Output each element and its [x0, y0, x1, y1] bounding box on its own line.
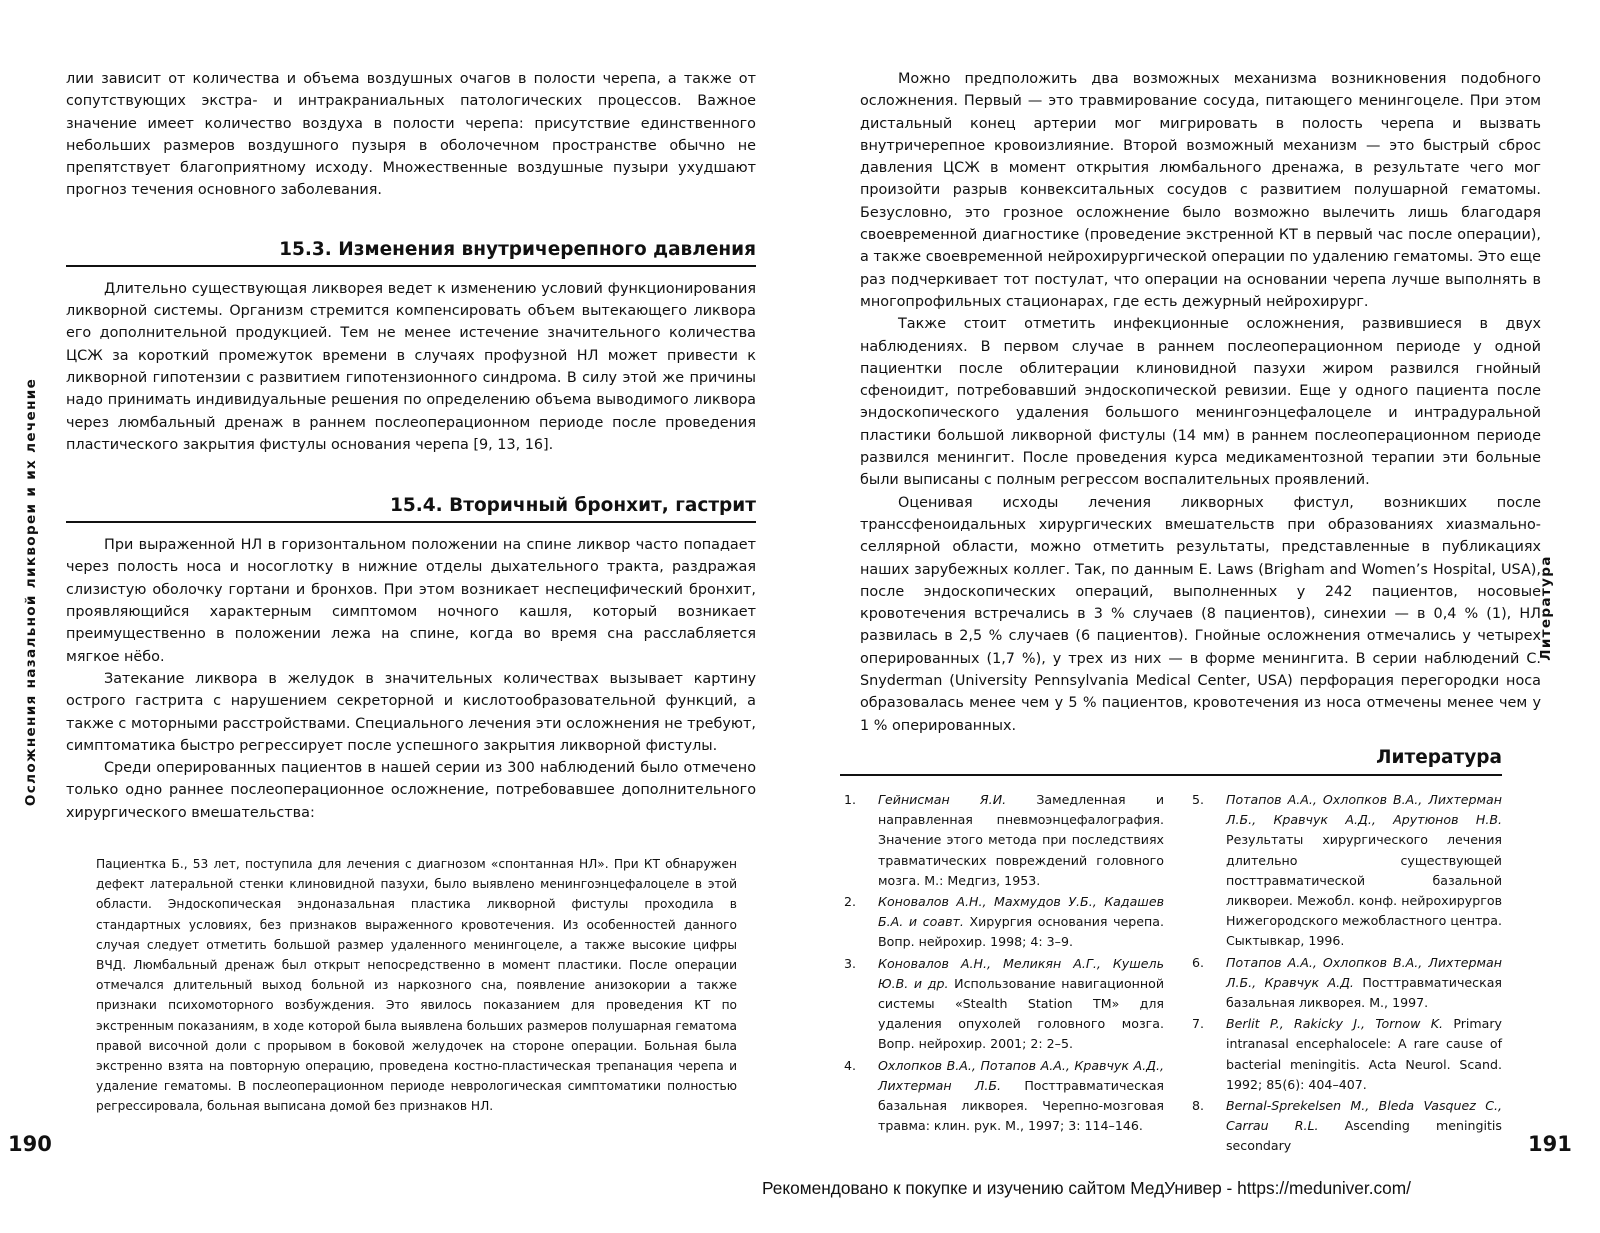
- section-heading-15-3: 15.3. Изменения внутричерепного давления: [66, 238, 756, 267]
- section-15-4-paragraph-1: При выраженной НЛ в горизонтальном положении на спине ликвор часто попадает через полость носа и носоглотку в нижние отделы дыхательного тракта, раздражая слизистую оболочку гортани и бронхов. При этом возникает неспецифический бронхит, проявляющийся характерным симптомом ночного кашля, который возникает преимущественно в положении лежа на спине, когда во время сна расслабляется мягкое нёбо.: [66, 537, 756, 665]
- right-text-column: [860, 68, 1541, 737]
- right-page: [800, 0, 1600, 1233]
- case-report: Пациентка Б., 53 лет, поступила для лечения с диагнозом «спонтанная НЛ». При КТ обнаружен дефект латеральной стенки клиновидной пазухи, было выявлено менингоэнцефалоцеле в этой области. Эндоскопическая эндоназальная пластика ликворной фистулы проходила в стандартных условиях, без признаков выраженного кровотечения. Из особенностей данного случая следует отметить большой размер удаленного менингоцеле, а также высокие цифры ВЧД. Люмбальный дренаж был открыт непосредственно в момент пластики. После операции отмечался длительный выход больной из наркозного сна, появление анизокории а также признаки психомоторного возбуждения. Это явилось показанием для проведения КТ по экстренным показаниям, в ходе которой была выявлена больших размеров полушарная гематома правой височной доли с прорывом в боковой желудочек на стороне операции. Больная была экстренно взята на повторную операцию, проведена костно-пластическая трепанация черепа и удаление гематомы. В послеоперационном периоде неврологическая симптоматики полностью регрессировала, больная выписана домой без признаков НЛ.: [96, 857, 737, 1114]
- reference-item: 5. Потапов А.А., Охлопков В.А., Лихтерман Л.Б., Кравчук А.Д., Арутюнов Н.В. Результаты хирургического лечения длительно существующей посттравматической базальной ликвореи. Межобл. конф. нейрохирургов Нижегородского межобластного центра. Сыктывкар, 1996.: [1192, 792, 1502, 949]
- section-15-3-paragraph: Длительно существующая ликворея ведет к изменению условий функционирования ликворной системы. Организм стремится компенсировать объем вытекающего ликвора его дополнительной продукцией. Тем не менее истечение значительного количества ЦСЖ за короткий промежуток времени в случаях профузной НЛ может привести к ликворной гипотензии с развитием гипотензионного синдрома. В силу этой же причины надо принимать индивидуальные решения по определению объема выводимого ликвора через люмбальный дренаж в раннем послеоперационном периоде после проведения пластического закрытия фистулы основания черепа [9, 13, 16].: [66, 280, 756, 453]
- reference-item: 4. Охлопков В.А., Потапов А.А., Кравчук А.Д., Лихтерман Л.Б. Посттравматическая базальная ликворея. Черепно-мозговая травма: клин. рук. М., 1997; 3: 114–146.: [844, 1057, 1164, 1134]
- right-paragraph-3: Оценивая исходы лечения ликворных фистул, возникших после транссфеноидальных хирургических вмешательств при образованиях хиазмально-селлярной области, можно отметить результаты, представленные в публикациях наших зарубежных коллег. Так, по данным E. Laws (Brigham and Women’s Hospital, USA), после эндоскопических операций, выполненных у 242 пациентов, носовые кровотечения встречались в 3 % случаев (8 пациентов), синехии — в 0,4 % (1), НЛ развилась в 2,5 % случаев (6 пациентов). Гнойные осложнения отмечались у четырех оперированных (1,7 %), у трех из них — в форме менингита. В серии наблюдений C. Snyderman (University Pennsylvania Medical Center, USA) перфорация перегородки носа образовалась менее чем у 5 % пациентов, кровотечения из носа отмечены менее чем у 1 % оперированных.: [860, 494, 1541, 734]
- section-15-4-paragraph-3: Среди оперированных пациентов в нашей серии из 300 наблюдений было отмечено только одно раннее послеоперационное осложнение, потребовавшее дополнительного хирургического вмешательства:: [66, 760, 756, 821]
- reference-item: 2. Коновалов А.Н., Махмудов У.Б., Кадашев Б.А. и соавт. Хирургия основания черепа. Вопр. нейрохир. 1998; 4: 3–9.: [844, 894, 1164, 950]
- references-heading: Литература: [840, 746, 1502, 776]
- references-list-column-1: [840, 790, 1164, 1137]
- section-heading-15-4: 15.4. Вторичный бронхит, гастрит: [66, 494, 756, 523]
- left-text-column: [66, 68, 756, 824]
- page-number-right: 191: [1528, 1132, 1572, 1156]
- section-15-4-paragraph-2: Затекание ликвора в желудок в значительных количествах вызывает картину острого гастрита с нарушением секреторной и кислотообразовательной функций, а также с моторными расстройствами. Специального лечения эти осложнения не требуют, симптоматика быстро регрессирует после успешного закрытия ликворной фистулы.: [66, 670, 756, 754]
- right-paragraph-1: Можно предположить два возможных механизма возникновения подобного осложнения. Первый — это травмирование сосуда, питающего менингоцеле. При этом дистальный конец артерии мог мигрировать в полость черепа и вызвать внутричерепное кровоизлияние. Второй возможный механизм — это быстрый сброс давления ЦСЖ в момент открытия люмбального дренажа, в результате чего мог произойти разрыв конвекситальных сосудов с развитием полушарной гематомы. Безусловно, это грозное осложнение было возможно вылечить лишь благодаря своевременной диагностике (проведение экстренной КТ в первый час после операции), а также своевременной нейрохирургической операции по удалению гематомы. Это еще раз подчеркивает тот постулат, что операции на основании черепа лучше выполнять в многопрофильных стационарах, где есть дежурный нейрохирург.: [860, 71, 1541, 310]
- intro-paragraph: лии зависит от количества и объема воздушных очагов в полости черепа, а также от сопутствующих экстра- и интракраниальных патологических процессов. Важное значение имеет количество воздуха в полости черепа: присутствие единственного небольших размеров воздушного пузыря в оболочечном пространстве обычно не препятствует благоприятному исходу. Множественные воздушные пузыри ухудшают прогноз течения основного заболевания.: [66, 71, 756, 199]
- page-number-left: 190: [8, 1132, 52, 1156]
- references-list-column-2: [1188, 790, 1502, 1158]
- reference-item: 1. Гейнисман Я.И. Замедленная и направленная пневмоэнцефалография. Значение этого метода при последствиях травматических повреждений головного мозга. М.: Медгиз, 1953.: [844, 792, 1164, 888]
- reference-item: 8. Bernal-Sprekelsen M., Bleda Vasquez C., Carrau R.L. Ascending meningitis secondary: [1192, 1098, 1502, 1154]
- footer-recommendation: Рекомендовано к покупке и изучению сайтом МедУнивер - https://meduniver.com/: [762, 1178, 1411, 1198]
- right-paragraph-2: Также стоит отметить инфекционные осложнения, развившиеся в двух наблюдениях. В первом случае в раннем послеоперационном периоде у одной пациентки после облитерации клиновидной пазухи жиром развился гнойный сфеноидит, потребовавший эндоскопической ревизии. Еще у одного пациента после эндоскопического удаления большого менингоэнцефалоцеле и интрадуральной пластики большой ликворной фистулы (14 мм) в раннем послеоперационном периоде развился менингит. После проведения курса медикаментозной терапии эти больные были выписаны с полным регрессом воспалительных проявлений.: [860, 316, 1541, 489]
- reference-item: 7. Berlit P., Rakicky J., Tornow K. Primary intranasal encephalocele: A rare cause of bacterial meningitis. Acta Neurol. Scand. 1992; 85(6): 404–407.: [1192, 1016, 1502, 1092]
- reference-item: 6. Потапов А.А., Охлопков В.А., Лихтерман Л.Б., Кравчук А.Д. Посттравматическая базальная ликворея. М., 1997.: [1192, 954, 1502, 1011]
- left-running-header: Осложнения назальной ликвореи и их лечение: [23, 377, 39, 807]
- reference-item: 3. Коновалов А.Н., Меликян А.Г., Кушель Ю.В. и др. Использование навигационной системы «Stealth Station TM» для удаления опухолей головного мозга. Вопр. нейрохир. 2001; 2: 2–5.: [844, 955, 1165, 1052]
- right-running-header: Литература: [1538, 555, 1554, 661]
